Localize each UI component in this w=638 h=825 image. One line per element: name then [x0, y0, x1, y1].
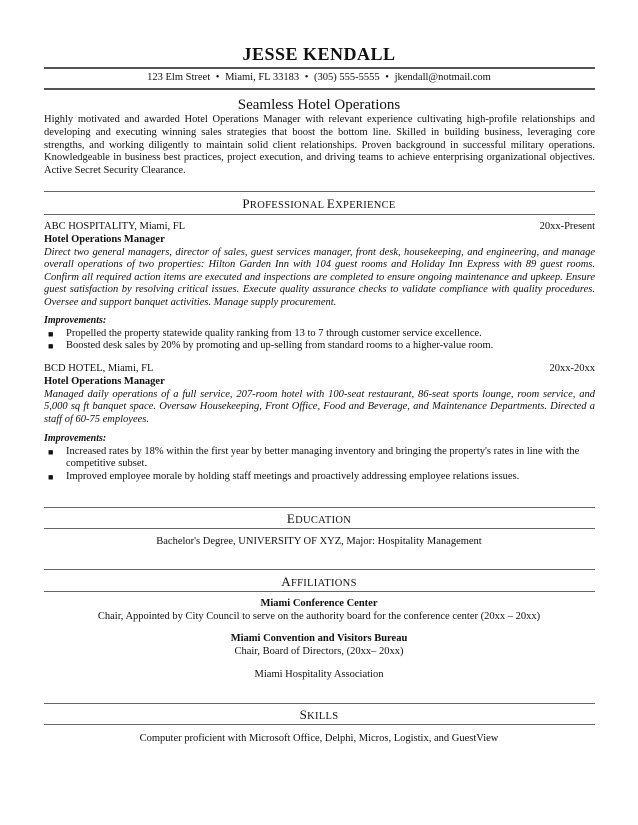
contact-phone: (305) 555-5555	[314, 72, 380, 83]
job-description: Managed daily operations of a full service, 207-room hotel with 100-seat restaurant, 86-seat sports lounge, room service, and 5,000 sq ft banquet space. Oversaw Housekeeping, Front Office, Food and Beverage, and Maintenance Departments. Directed a staff of 60-75 employees.	[44, 389, 595, 425]
job-header	[44, 363, 595, 374]
header-divider-top	[44, 67, 595, 69]
improvements-label: Improvements:	[44, 433, 107, 444]
bullet-icon: ■	[48, 341, 54, 352]
affiliation-org: Miami Conference Center	[260, 598, 378, 609]
improvements-list	[44, 446, 595, 483]
bullet-text: Propelled the property statewide quality ranking from 13 to 7 through customer service excellence.	[66, 328, 482, 339]
bullet-text: Increased rates by 18% within the first year by better managing inventory and bringing the property's rates in line with the competitive subset.	[66, 446, 580, 470]
summary-paragraph: Highly motivated and awarded Hotel Operations Manager with relevant experience cultivating high-profile relationships and developing and executing winning sales strategies that boost the bottom line. Skilled in building business, leveraging core strengths, and working diligently to maintain solid client relationships. Proven background in successful military operations. Knowledgeable in business best practices, project execution, and driving teams to achieve enterprising organizational objectives. Active Secret Security Clearance.	[44, 114, 595, 177]
job-header	[44, 221, 595, 232]
affiliations-divider-bottom	[44, 591, 595, 592]
bullet-icon: ■	[48, 471, 54, 482]
candidate-name: JESSE KENDALL	[242, 44, 396, 64]
experience-divider-bottom	[44, 214, 595, 215]
skills-divider-top	[44, 703, 595, 704]
education-divider-top	[44, 507, 595, 508]
experience-divider-top	[44, 191, 595, 192]
affiliation-detail: Chair, Board of Directors, (20xx– 20xx)	[234, 646, 404, 657]
bullet-text: Improved employee morale by holding staff meetings and proactively addressing employee relations issues.	[66, 470, 520, 482]
job-title: Hotel Operations Manager	[44, 234, 165, 245]
section-title-skills: SKILLS	[299, 707, 339, 722]
bullet-text: Boosted desk sales by 20% by promoting and up-selling from standard rooms to a higher-value room.	[66, 340, 494, 352]
affiliation-detail: Miami Hospitality Association	[254, 669, 384, 680]
list-item	[44, 471, 595, 483]
affiliation-org: Miami Convention and Visitors Bureau	[230, 633, 408, 644]
skills-divider-bottom	[44, 724, 595, 725]
bullet-icon: ■	[48, 329, 54, 339]
contact-separator: •	[304, 72, 309, 83]
skills-entry: Computer proficient with Microsoft Office, Delphi, Micros, Logistix, and GuestView	[139, 733, 499, 744]
list-item	[44, 328, 595, 340]
contact-separator: •	[385, 72, 389, 83]
resume-headline: Seamless Hotel Operations	[237, 97, 401, 113]
list-item	[44, 340, 595, 352]
affiliations-divider-top	[44, 569, 595, 570]
education-divider-bottom	[44, 528, 595, 529]
contact-line	[0, 72, 638, 83]
contact-email: jkendall@notmail.com	[394, 72, 491, 83]
job-description: Direct two general managers, director of sales, guest services manager, front desk, housekeeping, and engineering, and manage overall operations of two properties: Hilton Garden Inn with 104 guest rooms and Holiday Inn Express with 89 guest rooms. Confirm all required action items are executed and inspections are completed to ensure ongoing maintenance and upkeep. Ensure guest satisfaction by resolving critical issues. Execute quality assurance checks to validate compliance with quality procedures. Oversee and support banquet activities. Manage supply procurement.	[44, 247, 595, 308]
improvements-list	[44, 328, 595, 353]
education-entry: Bachelor's Degree, UNIVERSITY OF XYZ, Major: Hospitality Management	[156, 536, 482, 547]
bullet-icon: ■	[48, 447, 54, 457]
contact-city: Miami, FL 33183	[225, 72, 300, 83]
section-title-education: EDUCATION	[286, 511, 352, 526]
list-item	[44, 446, 595, 471]
contact-address: 123 Elm Street	[147, 72, 211, 83]
section-title-affiliations: AFFILIATIONS	[281, 574, 357, 589]
contact-separator: •	[215, 72, 220, 83]
affiliation-detail: Chair, Appointed by City Council to serve on the authority board for the conference center (20xx – 20xx)	[97, 611, 541, 622]
job-company: ABC HOSPITALITY, Miami, FL	[44, 221, 186, 232]
section-title-experience: PROFESSIONAL EXPERIENCE	[242, 196, 396, 211]
improvements-label: Improvements:	[44, 315, 107, 326]
job-dates: 20xx-20xx	[549, 363, 595, 374]
job-dates: 20xx-Present	[539, 221, 595, 232]
header-divider-bottom	[44, 88, 595, 90]
job-company: BCD HOTEL, Miami, FL	[44, 363, 154, 374]
job-title: Hotel Operations Manager	[44, 376, 165, 387]
